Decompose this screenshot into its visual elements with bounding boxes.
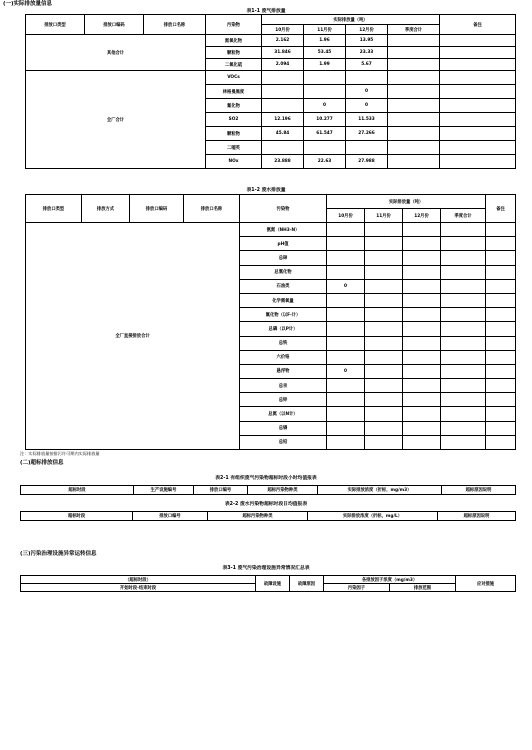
oct-value [262,85,304,99]
oct-value: 2.094 [262,59,304,71]
oct-value [327,308,365,322]
quarter-total-cell [441,421,486,435]
header-dec: 12月份 [346,25,388,35]
header-outlet-name: 排放口名称 [144,15,206,35]
dec-value [403,279,441,293]
oct-value [327,293,365,307]
header-actual-concentration: 实际排放浓度（折标，mg/m3） [318,486,442,495]
nov-value [365,223,403,237]
pollutant-cell: 六价铬 [240,350,327,364]
quarter-total-cell [388,71,440,85]
quarter-total-cell [441,279,486,293]
header-fault-reason: 故障原因 [290,576,324,592]
pollutant-cell: pH值 [240,237,327,251]
quarter-total-cell [441,308,486,322]
pollutant-cell: 悬浮物 [240,364,327,378]
oct-value: 2.162 [262,35,304,47]
header-outlet-code: 排放口编码 [130,195,184,223]
header-emission-range: 排放范围 [390,584,456,592]
oct-value [262,141,304,155]
section-title-abnormal-operation: (三)污染治理设施异常运转信息 [20,551,97,557]
dec-value [403,223,441,237]
oct-value [327,393,365,407]
oct-value [327,421,365,435]
table-row [26,223,516,237]
header-actual-emission: 实际排放量（吨） [262,15,440,25]
nov-value: 61.547 [304,127,346,141]
header-nov: 11月份 [365,209,403,223]
nov-value [304,141,346,155]
table-3-1-caption: 表3-1 废气污染治理设施异常情况汇总表 [222,566,310,571]
header-period-range: 开始时段-结束时段 [21,584,256,592]
nov-value: 10.277 [304,113,346,127]
pollutant-cell: 总汞 [240,379,327,393]
header-oct: 10月份 [262,25,304,35]
nov-value [304,71,346,85]
header-outlet-type: 排放口类型 [26,15,85,35]
quarter-total-cell [388,47,440,59]
pollutant-cell: NOx [206,155,262,169]
pollutant-cell: 二噁英 [206,141,262,155]
dec-value: 13.95 [346,35,388,47]
nov-value [365,251,403,265]
pollutant-cell: 氟化物（以F-计） [240,308,327,322]
oct-value [327,237,365,251]
remark-cell [486,393,516,407]
nov-value [365,293,403,307]
remark-cell [486,293,516,307]
header-countermeasure: 应对措施 [456,576,516,592]
nov-value: 53.45 [304,47,346,59]
nov-value [365,237,403,251]
remark-cell [440,59,516,71]
dec-value: 27.266 [346,127,388,141]
pollutant-cell: 颗粒物 [206,127,262,141]
dec-value: 0 [346,85,388,99]
abnormal-facility-table [20,575,516,592]
remark-cell [440,141,516,155]
header-quarter-total: 季度合计 [388,25,440,35]
header-discharge-method: 排放方式 [82,195,130,223]
group-label-plant-total: 全厂合计 [26,71,206,169]
footnote: 注：实际排放量按排污许可期内实际排放量 [20,451,100,456]
nov-value [365,393,403,407]
pollutant-cell: 石油类 [240,279,327,293]
quarter-total-cell [441,322,486,336]
header-exceed-pollutant: 超标污染物种类 [248,486,318,495]
header-oct: 10月份 [327,209,365,223]
quarter-total-cell [441,407,486,421]
nov-value [365,350,403,364]
table-row [26,35,516,47]
oct-value: 23.888 [262,155,304,169]
dec-value [403,435,441,449]
header-outlet-no: 排放口编号 [133,512,208,521]
nov-value [365,279,403,293]
nov-value [365,379,403,393]
pollutant-cell: 总镉 [240,421,327,435]
header-facility-no: 生产设施编号 [134,486,194,495]
remark-cell [440,35,516,47]
oct-value: 0 [327,364,365,378]
nov-value [365,336,403,350]
dec-value [403,322,441,336]
dec-value [403,350,441,364]
pollutant-cell: 氮氧化物 [206,35,262,47]
pollutant-cell: 林格曼黑度 [206,85,262,99]
header-pollutant: 污染物 [206,15,262,35]
remark-cell [486,407,516,421]
oct-value [327,223,365,237]
remark-cell [486,364,516,378]
dec-value [403,407,441,421]
remark-cell [486,308,516,322]
table-2-1-caption: 表2-1 有组织废气污染物超标时段小时均值报表 [215,476,317,481]
nov-value [365,322,403,336]
section-title-exceedance: (二)超标排放信息 [20,460,64,466]
oct-value [327,350,365,364]
remark-cell [486,421,516,435]
header-quarter-total: 季度合计 [441,209,486,223]
quarter-total-cell [441,435,486,449]
pollutant-cell: 颗粒物 [206,47,262,59]
remark-cell [440,127,516,141]
pollutant-cell: SO2 [206,113,262,127]
pollutant-cell: 氨氮（NH3-N） [240,223,327,237]
pollutant-cell: VOCs [206,71,262,85]
remark-cell [440,71,516,85]
dec-value [403,393,441,407]
oct-value: 45.84 [262,127,304,141]
pollutant-cell: 总锌 [240,393,327,407]
oct-value [327,336,365,350]
header-outlet-type: 排放口类型 [26,195,82,223]
remark-cell [486,237,516,251]
dec-value: 0 [346,99,388,113]
section-title-emissions: (一)实际排放量信息 [3,1,53,7]
remark-cell [486,265,516,279]
dec-value [403,293,441,307]
oct-value [262,99,304,113]
dec-value: 11.533 [346,113,388,127]
quarter-total-cell [388,99,440,113]
quarter-total-cell [388,85,440,99]
quarter-total-cell [388,155,440,169]
header-remark: 备注 [486,195,516,223]
header-outlet-code: 排放口编码 [85,15,144,35]
remark-cell [440,85,516,99]
quarter-total-cell [388,35,440,47]
oct-value [327,251,365,265]
dec-value [403,251,441,265]
dec-value [403,364,441,378]
header-factor-concentration: 各排放因子浓度（mg/m3） [324,576,456,584]
header-dec: 12月份 [403,209,441,223]
pollutant-cell: 总氮（以N计） [240,407,327,421]
remark-cell [440,47,516,59]
oct-value [327,407,365,421]
gas-exceedance-table [20,485,516,495]
quarter-total-cell [441,251,486,265]
oct-value: 0 [327,279,365,293]
dec-value [403,379,441,393]
header-outlet-no: 排放口编号 [194,486,248,495]
nov-value: 0 [304,99,346,113]
quarter-total-cell [441,379,486,393]
nov-value [365,407,403,421]
nov-value: 1.99 [304,59,346,71]
nov-value [365,364,403,378]
header-nov: 11月份 [304,25,346,35]
header-exceed-pollutant: 超标污染物种类 [208,512,308,521]
header-remark: 备注 [440,15,516,35]
dec-value: 5.67 [346,59,388,71]
remark-cell [486,322,516,336]
header-exceed-period: 超标时段 [21,512,133,521]
nov-value [304,85,346,99]
header-exceed-reason: 超标原因说明 [438,512,516,521]
header-actual-emission: 实际排放量（吨） [327,195,486,209]
oct-value: 12.196 [262,113,304,127]
quarter-total-cell [388,127,440,141]
nov-value: 1.96 [304,35,346,47]
dec-value [403,336,441,350]
oct-value: 31.846 [262,47,304,59]
group-label-direct-discharge: 全厂直接排放合计 [26,223,240,450]
remark-cell [486,251,516,265]
quarter-total-cell [441,237,486,251]
dec-value: 27.988 [346,155,388,169]
pollutant-cell: 总砷 [240,251,327,265]
pollutant-cell: 化学需氧量 [240,293,327,307]
quarter-total-cell [441,336,486,350]
header-exceed-reason: 超标原因说明 [442,486,516,495]
waste-gas-emission-table [25,14,516,169]
header-pollutant: 污染物 [240,195,327,223]
dec-value: 23.33 [346,47,388,59]
oct-value [262,71,304,85]
remark-cell [486,279,516,293]
table-row [26,71,516,85]
oct-value [327,265,365,279]
dec-value [403,237,441,251]
quarter-total-cell [388,141,440,155]
quarter-total-cell [441,265,486,279]
quarter-total-cell [441,364,486,378]
remark-cell [486,379,516,393]
pollutant-cell: 二氧化硫 [206,59,262,71]
remark-cell [486,350,516,364]
oct-value [327,379,365,393]
dec-value [346,71,388,85]
dec-value [403,308,441,322]
nov-value [365,435,403,449]
pollutant-cell: 氟化物 [206,99,262,113]
nov-value [365,265,403,279]
quarter-total-cell [388,113,440,127]
quarter-total-cell [441,293,486,307]
remark-cell [440,99,516,113]
header-pollution-factor: 污染因子 [324,584,390,592]
dec-value [403,421,441,435]
table-1-1-caption: 表1-1 废气排放量 [246,9,286,14]
dec-value [346,141,388,155]
group-label-other-total: 其他合计 [26,35,206,71]
header-faulty-facility: 故障设施 [256,576,290,592]
quarter-total-cell [441,223,486,237]
pollutant-cell: 总铅 [240,435,327,449]
remark-cell [440,155,516,169]
pollutant-cell: 总氰化物 [240,265,327,279]
header-actual-concentration: 实际排放浓度（折标，mg/L） [308,512,438,521]
pollutant-cell: 总磷（以P计） [240,322,327,336]
waste-water-emission-table [25,194,516,450]
oct-value [327,435,365,449]
header-exceed-period: 超标时段 [21,486,134,495]
remark-cell [486,336,516,350]
quarter-total-cell [388,59,440,71]
header-outlet-name: 排放口名称 [184,195,240,223]
water-exceedance-table [20,511,516,521]
table-1-2-caption: 表1-2 废水排放量 [246,188,286,193]
dec-value [403,265,441,279]
remark-cell [440,113,516,127]
quarter-total-cell [441,393,486,407]
remark-cell [486,435,516,449]
header-period: （超标时段） [21,576,256,584]
nov-value [365,421,403,435]
pollutant-cell: 总铁 [240,336,327,350]
nov-value: 22.63 [304,155,346,169]
table-2-2-caption: 表2-2 废水污染物超标时段日均值报表 [224,502,308,507]
oct-value [327,322,365,336]
quarter-total-cell [441,350,486,364]
remark-cell [486,223,516,237]
nov-value [365,308,403,322]
